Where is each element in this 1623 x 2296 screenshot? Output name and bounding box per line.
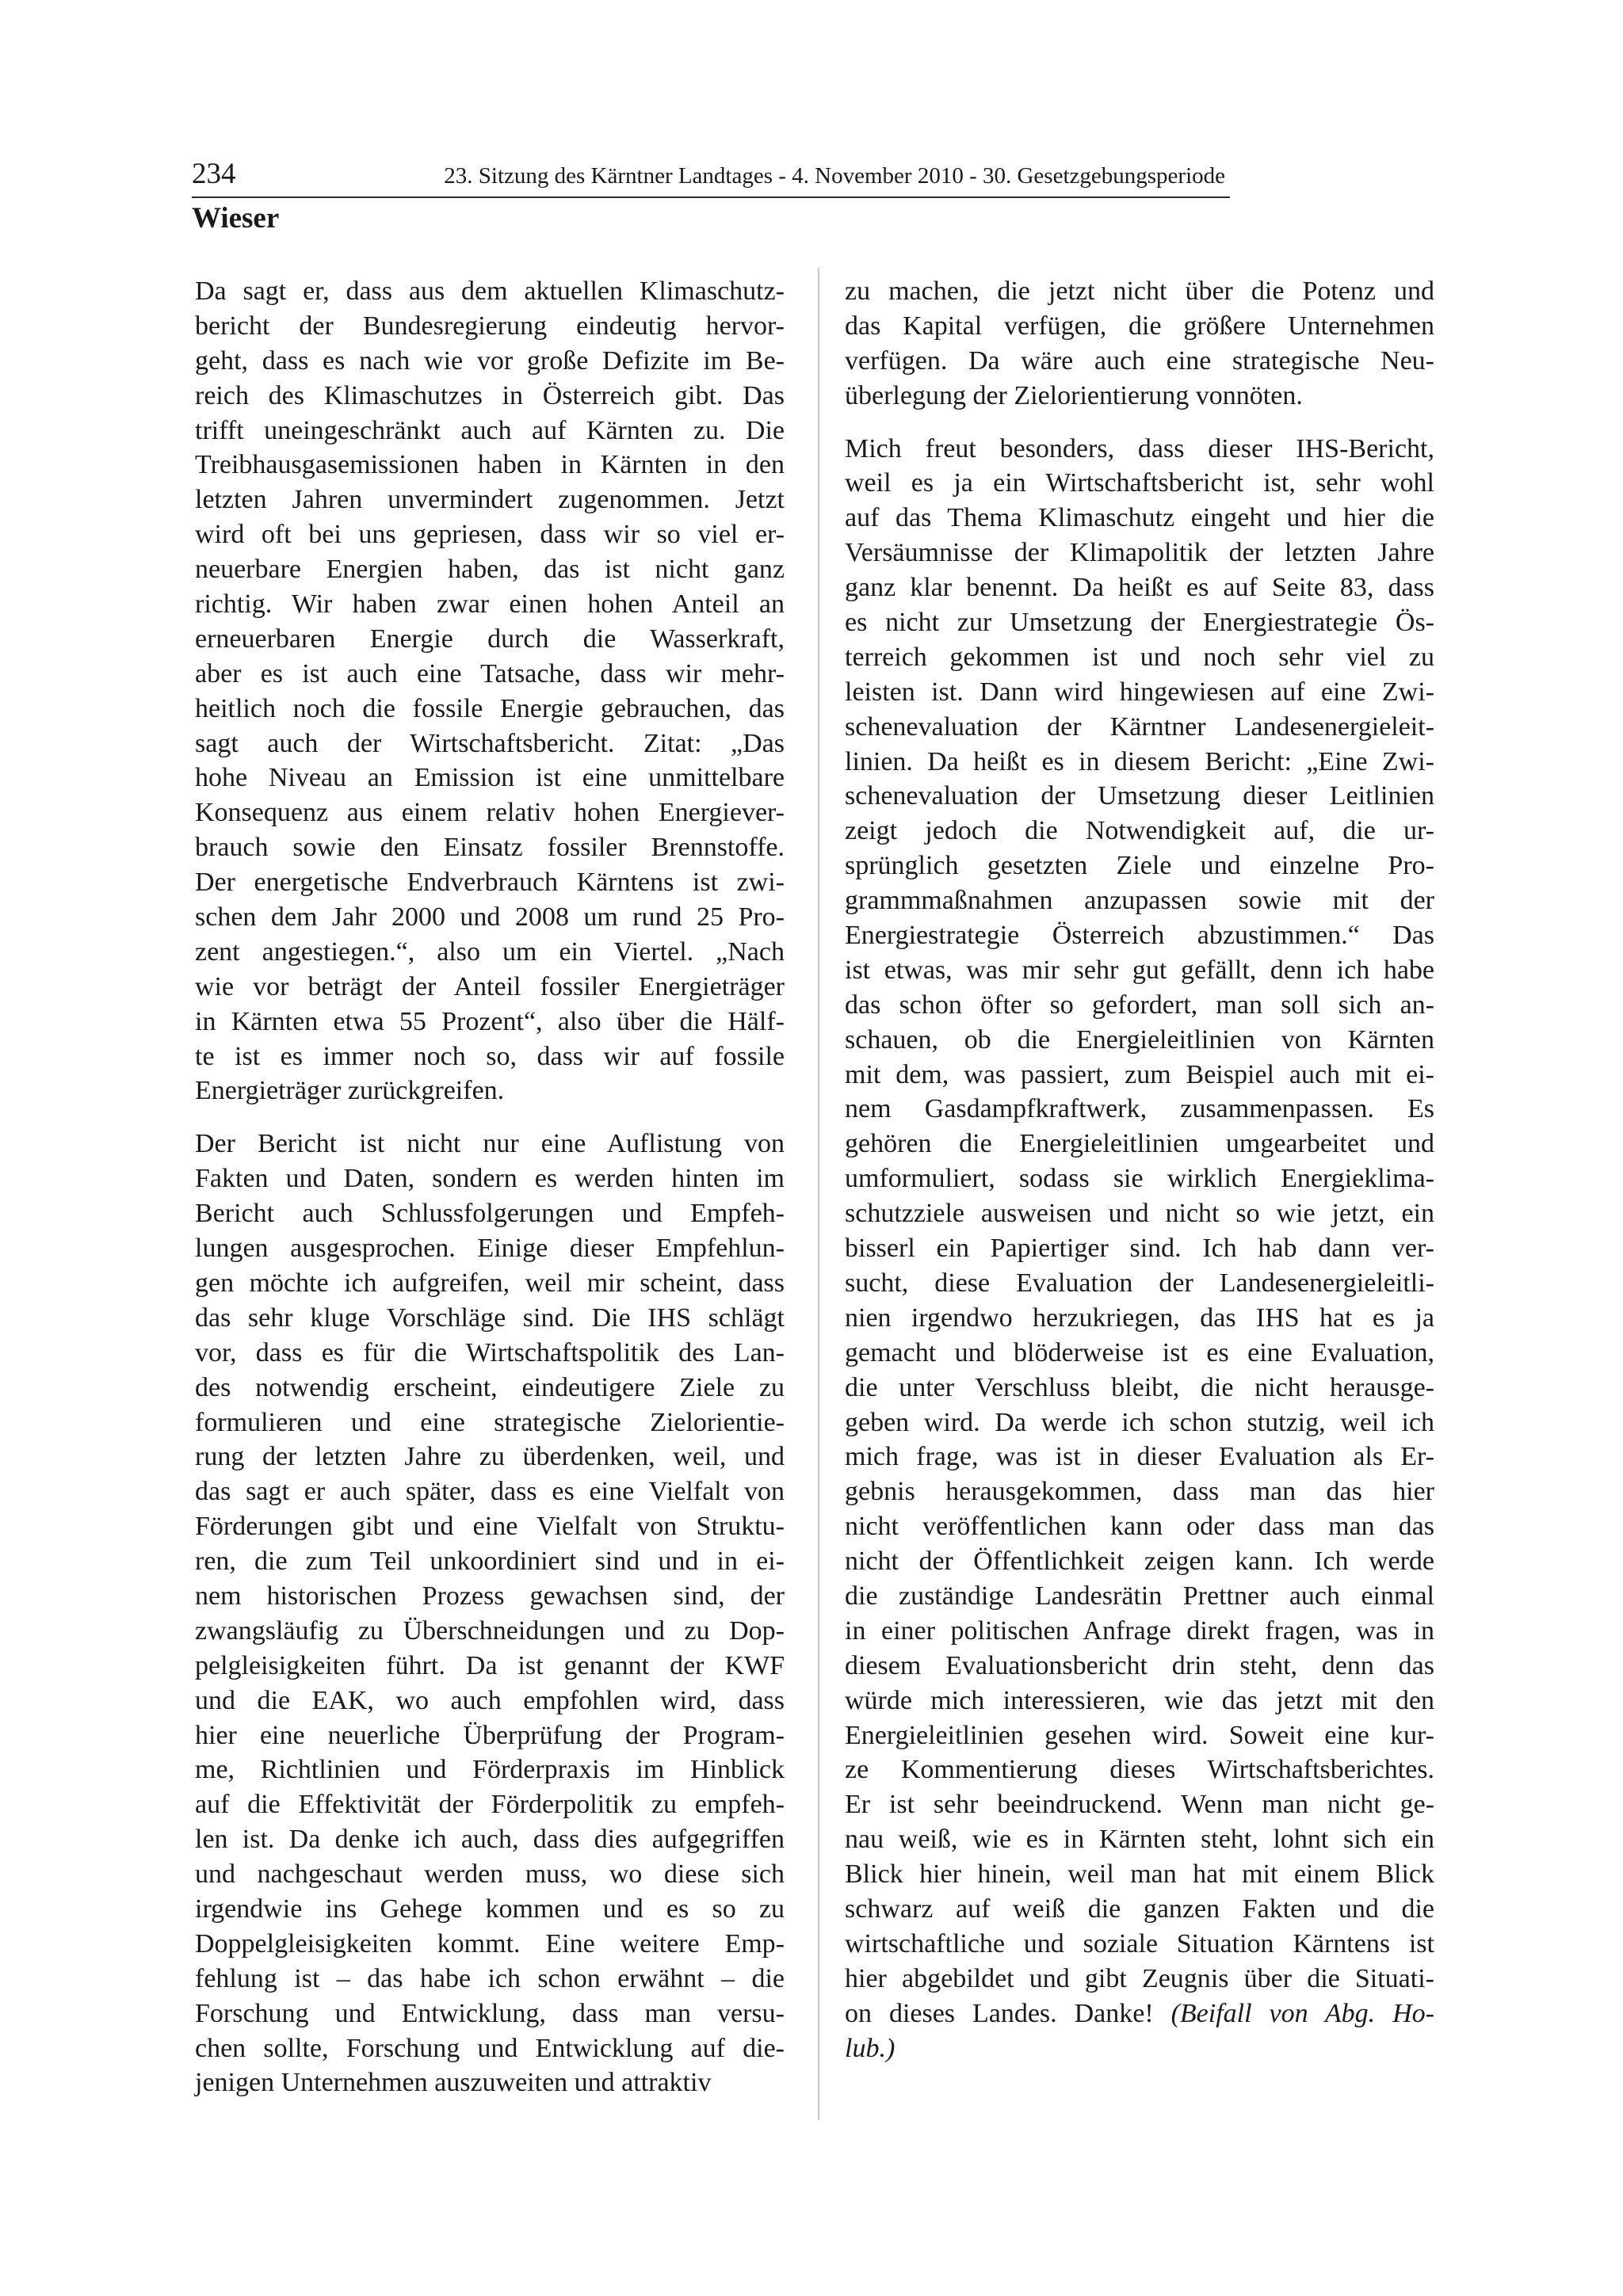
- text-line: richtig. Wir haben zwar einen hohen Anteil an: [195, 589, 785, 620]
- text-line: erneuerbaren Energie durch die Wasserkraft,: [195, 624, 785, 654]
- text-line: umformuliert, sodass sie wirklich Energieklima-: [845, 1164, 1434, 1194]
- paragraph: [195, 274, 785, 1108]
- text-line: schen dem Jahr 2000 und 2008 um rund 25 Pro-: [195, 902, 785, 933]
- text-line: Mich freut besonders, dass dieser IHS-Bericht,: [845, 433, 1434, 463]
- paragraph: [845, 432, 1434, 2066]
- text-line: weil es ja ein Wirtschaftsbericht ist, sehr wohl: [845, 468, 1434, 498]
- text-line: hier abgebildet und gibt Zeugnis über die Situati-: [845, 1963, 1434, 1993]
- text-line: Der Bericht ist nicht nur eine Auflistung von: [195, 1129, 785, 1159]
- text-line: zent angestiegen.“, also um ein Viertel. „Nach: [195, 936, 785, 967]
- text-line: irgendwie ins Gehege kommen und es so zu: [195, 1894, 785, 1924]
- text-line: das sagt er auch später, dass es eine Vielfalt von: [195, 1477, 785, 1507]
- text-line: Treibhausgasemissionen haben in Kärnten in den: [195, 450, 785, 480]
- text-line: Versäumnisse der Klimapolitik der letzten Jahre: [845, 538, 1434, 568]
- text-line: schenevaluation der Umsetzung dieser Leitlinien: [845, 781, 1434, 811]
- left-column: [195, 274, 785, 2119]
- text-line: geht, dass es nach wie vor große Defizite im Be-: [195, 345, 785, 376]
- text-line: in Kärnten etwa 55 Prozent“, also über die Hälf-: [195, 1006, 785, 1036]
- applause-note-end: lub.): [845, 2033, 896, 2063]
- text-line: pelgleisigkeiten führt. Da ist genannt der KWF: [195, 1650, 785, 1680]
- text-line: Energieträger zurückgreifen.: [195, 1076, 505, 1106]
- text-line: diesem Evaluationsbericht drin steht, denn das: [845, 1650, 1434, 1680]
- text-line: vor, dass es für die Wirtschaftspolitik des Lan-: [195, 1337, 785, 1367]
- text-line: verfügen. Da wäre auch eine strategische Neu-: [845, 345, 1434, 376]
- speaker-name: Wieser: [192, 202, 280, 235]
- text-line: auf die Effektivität der Förderpolitik zu empfeh-: [195, 1790, 785, 1820]
- text-line: bericht der Bundesregierung eindeutig hervor-: [195, 311, 785, 341]
- text-line: hohe Niveau an Emission ist eine unmittelbare: [195, 763, 785, 793]
- text-line: lungen ausgesprochen. Einige dieser Empfehlun-: [195, 1234, 785, 1264]
- running-title: 23. Sitzung des Kärntner Landtages - 4. November 2010 - 30. Gesetzgebungsperiode: [444, 163, 1225, 189]
- text-line: brauch sowie den Einsatz fossiler Brennstoffe.: [195, 833, 785, 863]
- text-line: Der energetische Endverbrauch Kärntens ist zwi-: [195, 868, 785, 898]
- text-line: terreich gekommen ist und noch sehr viel zu: [845, 642, 1434, 672]
- text-line: auf das Thema Klimaschutz eingeht und hier die: [845, 503, 1434, 533]
- text-line: Bericht auch Schlussfolgerungen und Empfeh-: [195, 1199, 785, 1229]
- text-line: schwarz auf weiß die ganzen Fakten und die: [845, 1894, 1434, 1924]
- page-number: 234: [192, 158, 236, 190]
- text-line: nien irgendwo herzukriegen, das IHS hat es ja: [845, 1302, 1434, 1333]
- text-line: das Kapital verfügen, die größere Unternehmen: [845, 311, 1434, 341]
- text-line: Doppelgleisigkeiten kommt. Eine weitere Emp-: [195, 1928, 785, 1958]
- text-line: sucht, diese Evaluation der Landesenergieleitli-: [845, 1268, 1434, 1298]
- text-line: jenigen Unternehmen auszuweiten und attraktiv: [195, 2068, 712, 2098]
- text-line: überlegung der Zielorientierung vonnöten.: [845, 380, 1303, 410]
- text-line: schauen, ob die Energieleitlinien von Kärnten: [845, 1024, 1434, 1055]
- text-line: len ist. Da denke ich auch, dass dies aufgegriffen: [195, 1825, 785, 1855]
- text-line: Konsequenz aus einem relativ hohen Energiever-: [195, 798, 785, 828]
- text-line: bisserl ein Papiertiger sind. Ich hab dann ver-: [845, 1234, 1434, 1264]
- text-line: mit dem, was passiert, zum Beispiel auch mit ei-: [845, 1059, 1434, 1089]
- text-line: Fakten und Daten, sondern es werden hinten im: [195, 1164, 785, 1194]
- text-line: zeigt jedoch die Notwendigkeit auf, die ur-: [845, 816, 1434, 846]
- applause-note: (Beifall von Abg. Ho-: [1170, 1998, 1434, 2028]
- text-line: neuerbare Energien haben, das ist nicht ganz: [195, 555, 785, 585]
- text-line: würde mich interessieren, wie das jetzt mit den: [845, 1685, 1434, 1715]
- text-line: wird oft bei uns gepriesen, dass wir so viel er-: [195, 520, 785, 550]
- text-line: schutzziele ausweisen und nicht so wie jetzt, ein: [845, 1199, 1434, 1229]
- text-line: chen sollte, Forschung und Entwicklung auf die-: [195, 2033, 785, 2063]
- text-line: ist etwas, was mir sehr gut gefällt, denn ich habe: [845, 955, 1434, 985]
- text-line: die unter Verschluss bleibt, die nicht herausge-: [845, 1372, 1434, 1402]
- text-line: es nicht zur Umsetzung der Energiestrategie Ös-: [845, 608, 1434, 638]
- text-line: das schon öfter so gefordert, man soll sich an-: [845, 990, 1434, 1020]
- column-divider: [818, 268, 819, 2120]
- text-line: heitlich noch die fossile Energie gebrauchen, das: [195, 693, 785, 723]
- text-line: fehlung ist – das habe ich schon erwähnt – die: [195, 1963, 785, 1993]
- text-line: zwangsläufig zu Überschneidungen und zu Dop-: [195, 1615, 785, 1646]
- text-line: in einer politischen Anfrage direkt fragen, was in: [845, 1615, 1434, 1646]
- text-line: die zuständige Landesrätin Prettner auch einmal: [845, 1581, 1434, 1611]
- text-line: nem Gasdampfkraftwerk, zusammenpassen. Es: [845, 1094, 1434, 1124]
- text-line: hier eine neuerliche Überprüfung der Program-: [195, 1720, 785, 1750]
- text-line: gemacht und blöderweise ist es eine Evaluation,: [845, 1337, 1434, 1367]
- text-line: Förderungen gibt und eine Vielfalt von Struktu-: [195, 1512, 785, 1542]
- text-line: Blick hier hinein, weil man hat mit einem Blick: [845, 1859, 1434, 1890]
- paragraph: [845, 274, 1434, 414]
- text-line: mich frage, was ist in dieser Evaluation als Er-: [845, 1442, 1434, 1472]
- text-line: ren, die zum Teil unkoordiniert sind und in ei-: [195, 1547, 785, 1577]
- text-line: aber es ist auch eine Tatsache, dass wir mehr-: [195, 658, 785, 688]
- text-line: me, Richtlinien und Förderpraxis im Hinblick: [195, 1755, 785, 1785]
- closing-text: on dieses Landes. Danke!: [845, 1998, 1171, 2028]
- right-column: [845, 274, 1434, 2084]
- text-line: sprünglich gesetzten Ziele und einzelne Pro-: [845, 851, 1434, 881]
- text-line: ganz klar benennt. Da heißt es auf Seite 83, dass: [845, 573, 1434, 603]
- text-line: ze Kommentierung dieses Wirtschaftsberichtes.: [845, 1755, 1434, 1785]
- text-line: grammmaßnahmen anzupassen sowie mit der: [845, 886, 1434, 916]
- text-line: nicht der Öffentlichkeit zeigen kann. Ich werde: [845, 1547, 1434, 1577]
- text-line: rung der letzten Jahre zu überdenken, weil, und: [195, 1442, 785, 1472]
- text-line: und nachgeschaut werden muss, wo diese sich: [195, 1859, 785, 1890]
- text-line: und die EAK, wo auch empfohlen wird, dass: [195, 1685, 785, 1715]
- text-line: Energieleitlinien gesehen wird. Soweit eine kur-: [845, 1720, 1434, 1750]
- paragraph: [195, 1127, 785, 2100]
- text-line: gen möchte ich aufgreifen, weil mir scheint, dass: [195, 1268, 785, 1298]
- text-line: zu machen, die jetzt nicht über die Potenz und: [845, 277, 1434, 306]
- text-line: das sehr kluge Vorschläge sind. Die IHS schlägt: [195, 1302, 785, 1333]
- text-line: gebnis herausgekommen, dass man das hier: [845, 1477, 1434, 1507]
- text-line: gehören die Energieleitlinien umgearbeitet und: [845, 1129, 1434, 1159]
- text-line: formulieren und eine strategische Zielorientie-: [195, 1407, 785, 1437]
- text-line: letzten Jahren unvermindert zugenommen. Jetzt: [195, 485, 785, 515]
- text-line: nau weiß, wie es in Kärnten steht, lohnt sich ein: [845, 1825, 1434, 1855]
- text-line: te ist es immer noch so, dass wir auf fossile: [195, 1041, 785, 1071]
- text-line: reich des Klimaschutzes in Österreich gibt. Das: [195, 380, 785, 410]
- text-line: linien. Da heißt es in diesem Bericht: „Eine Zwi-: [845, 746, 1434, 776]
- page-header: [192, 157, 1230, 198]
- text-line: leisten ist. Dann wird hingewiesen auf eine Zwi-: [845, 677, 1434, 707]
- text-line: [845, 1997, 1434, 2031]
- text-line: trifft uneingeschränkt auch auf Kärnten zu. Die: [195, 415, 785, 445]
- text-line: Energiestrategie Österreich abzustimmen.“ Das: [845, 921, 1434, 951]
- text-line: nem historischen Prozess gewachsen sind, der: [195, 1581, 785, 1611]
- text-line: des notwendig erscheint, eindeutigere Ziele zu: [195, 1372, 785, 1402]
- text-line: Er ist sehr beeindruckend. Wenn man nicht ge-: [845, 1790, 1434, 1820]
- text-line: sagt auch der Wirtschaftsbericht. Zitat: „Das: [195, 728, 785, 758]
- text-line: schenevaluation der Kärntner Landesenergieleit-: [845, 711, 1434, 742]
- text-line: wie vor beträgt der Anteil fossiler Energieträger: [195, 971, 785, 1001]
- text-line: Da sagt er, dass aus dem aktuellen Klimaschutz-: [195, 277, 785, 306]
- text-line: Forschung und Entwicklung, dass man versu-: [195, 1998, 785, 2028]
- text-line: nicht veröffentlichen kann oder dass man das: [845, 1512, 1434, 1542]
- text-line: wirtschaftliche und soziale Situation Kärntens ist: [845, 1928, 1434, 1958]
- text-line: geben wird. Da werde ich schon stutzig, weil ich: [845, 1407, 1434, 1437]
